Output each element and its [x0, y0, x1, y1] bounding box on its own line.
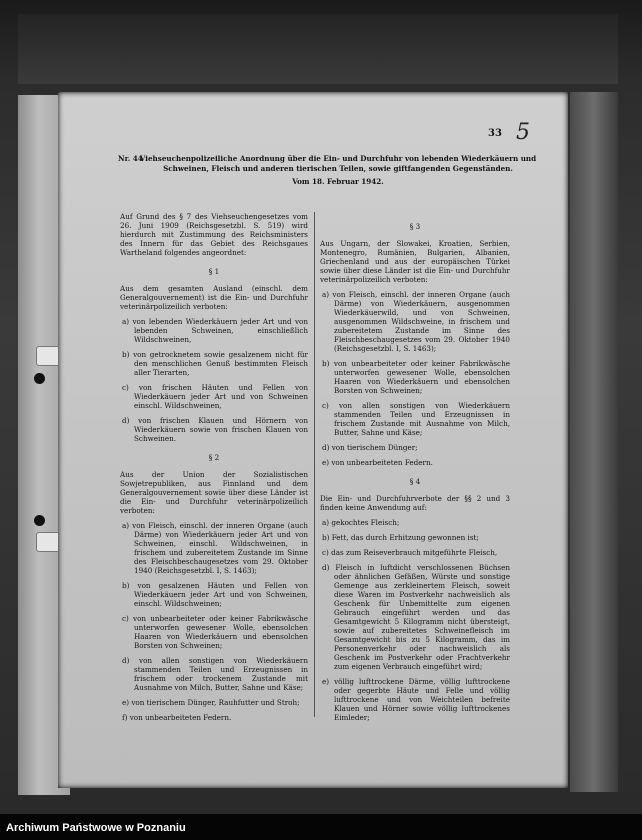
list-item: c) von unbearbeiteter oder keiner Fabrikwäsche unterworfen gewesener Wolle, ebensolchen Haaren von Wiederkäuern und ebensolchen Borsten von Schweinen; [122, 614, 308, 650]
section-heading: § 4 [409, 477, 421, 486]
list-item: d) von tierischem Dünger; [322, 443, 418, 452]
list-item: c) von frischen Häuten und Fellen von Wiederkäuern jeder Art und von Schweinen einschl. Wildschweinen, [122, 383, 308, 410]
right-column [320, 212, 510, 728]
list-item: b) von getrocknetem sowie gesalzenem nicht für den menschlichen Genuß bestimmten Fleisch aller Tierarten, [122, 350, 308, 377]
punch-hole [34, 373, 45, 384]
list-item: f) von unbearbeiteten Federn. [122, 713, 232, 722]
list-item: c) von allen sonstigen von Wiederkäuern stammenden Teilen und Erzeugnissen in frischem Zustande mit Ausnahme von Milch, Butter, Sahne und Käse; [322, 401, 510, 437]
list-item: b) von unbearbeiteter oder keiner Fabrikwäsche unterworfen gewesener Wolle, ebensolchen Haaren von Wiederkäuern und ebensolchen Borsten von Schweinen; [322, 359, 510, 395]
left-column [120, 212, 308, 728]
list-item: e) von tierischem Dünger, Rauhfutter und Stroh; [122, 698, 300, 707]
list-item: c) das zum Reiseverbrauch mitgeführte Fleisch, [322, 548, 498, 557]
document-page [58, 92, 568, 788]
paragraph: Die Ein- und Durchfuhrverbote der §§ 2 und 3 finden keine Anwendung auf: [320, 494, 510, 512]
header-title: Viehseuchenpolizeiliche Anordnung über die Ein- und Durchfuhr von lebenden Wiederkäuern und Schweinen, Fleisch und anderen tierischen Teilen, sowie giftfangenden Gegenständen. [139, 154, 537, 173]
section-heading: § 2 [208, 453, 220, 462]
handwritten-number: 5 [516, 120, 530, 145]
document-header [118, 154, 558, 187]
list-item: a) von Fleisch, einschl. der inneren Organe (auch Därme) von Wiederkäuern jeder Art und von Schweinen, einschl. Wildschweinen, in frischem und zubereitetem Zustande im Sinne des Fleischbeschaugesetzes vom 29. Oktober 1940 (Reichsgesetzbl. I, S. 1463); [122, 521, 308, 575]
folder-top-edge [18, 14, 618, 84]
list-item: a) gekochtes Fleisch; [322, 518, 400, 527]
section-heading: § 3 [409, 222, 421, 231]
list-item: d) von allen sonstigen von Wiederkäuern stammenden Teilen und Erzeugnissen in frischem oder trockenem Zustande mit Ausnahme von Milch, Butter, Sahne und Käse; [122, 656, 308, 692]
paragraph: Auf Grund des § 7 des Viehseuchengesetzes vom 26. Juni 1909 (Reichsgesetzbl. S. 519) wird hierdurch mit Zustimmung des Reichsministers des Innern für das Gebiet des Reichsgaues Wartheland folgendes angeordnet: [120, 212, 308, 257]
header-number: Nr. 44 [118, 154, 143, 163]
list-item: a) von Fleisch, einschl. der inneren Organe (auch Därme) von Wiederkäuern, ausgenommen Wiederkäuerwild, und von Schweinen, ausgenommen Wildschweine, in frischem und zubereitetem Zustande im Sinne des Fleischbeschaugesetzes vom 29. Oktober 1940 (Reichsgesetzbl. I, S. 1463); [322, 290, 510, 353]
section-heading: § 1 [208, 267, 220, 276]
page-number: 33 [488, 128, 502, 139]
list-item: a) von lebenden Wiederkäuern jeder Art und von lebenden Schweinen, einschließlich Wildschweinen, [122, 317, 308, 344]
list-item: d) von frischen Klauen und Hörnern von Wiederkäuern sowie von frischen Klauen von Schweinen. [122, 416, 308, 443]
paragraph: Aus Ungarn, der Slowakei, Kroatien, Serbien, Montenegro, Rumänien, Bulgarien, Albanien, Griechenland und aus der europäischen Türkei sowie über diese Länder ist die Ein- und Durchfuhr veterinärpolizeilich verboten: [320, 239, 510, 284]
list-item: b) von gesalzenen Häuten und Fellen von Wiederkäuern jeder Art und von Schweinen, einschl. Wildschweinen; [122, 581, 308, 608]
paragraph: Aus dem gesamten Ausland (einschl. dem Generalgouvernement) ist die Ein- und Durchfuhr veterinärpolizeilich verboten: [120, 284, 308, 311]
paragraph: Aus der Union der Sozialistischen Sowjetrepubliken, aus Finnland und dem Generalgouvernement sowie über diese Länder ist die Ein- und Durchfuhr veterinärpolizeilich verboten: [120, 470, 308, 515]
archive-footer: Archiwum Państwowe w Poznaniu [6, 822, 186, 834]
folder-right-edge [570, 92, 618, 792]
list-item: e) von unbearbeiteten Federn. [322, 458, 433, 467]
list-item: e) völlig lufttrockene Därme, völlig lufttrockene oder gegerbte Häute und Felle und völlig lufttrockene und von Weichteilen befreite Klauen und Hörner sowie völlig lufttrockenes Eimleder; [322, 677, 510, 722]
header-date: Vom 18. Februar 1942. [292, 177, 384, 186]
list-item: d) Fleisch in luftdicht verschlossenen Büchsen oder ähnlichen Gefäßen, Würste und sonstige Gemenge aus zerkleinertem Fleisch, soweit diese Waren im Postverkehr nachweislich als Geschenk für Unbemittelte zum eigenen Gebrauch eingeführt werden und das Gesamtgewicht 5 Kilogramm nicht übersteigt, sowie auf zubereitetes Schweinefleisch im Gesamtgewicht bis zu 5 Kilogramm, das im Personenverkehr oder nachweislich als Geschenk im Postverkehr oder Frachtverkehr zum eigenen Verbrauch eingeführt wird; [322, 563, 510, 671]
list-item: b) Fett, das durch Erhitzung gewonnen ist; [322, 533, 479, 542]
punch-hole [34, 515, 45, 526]
column-divider [314, 212, 315, 717]
